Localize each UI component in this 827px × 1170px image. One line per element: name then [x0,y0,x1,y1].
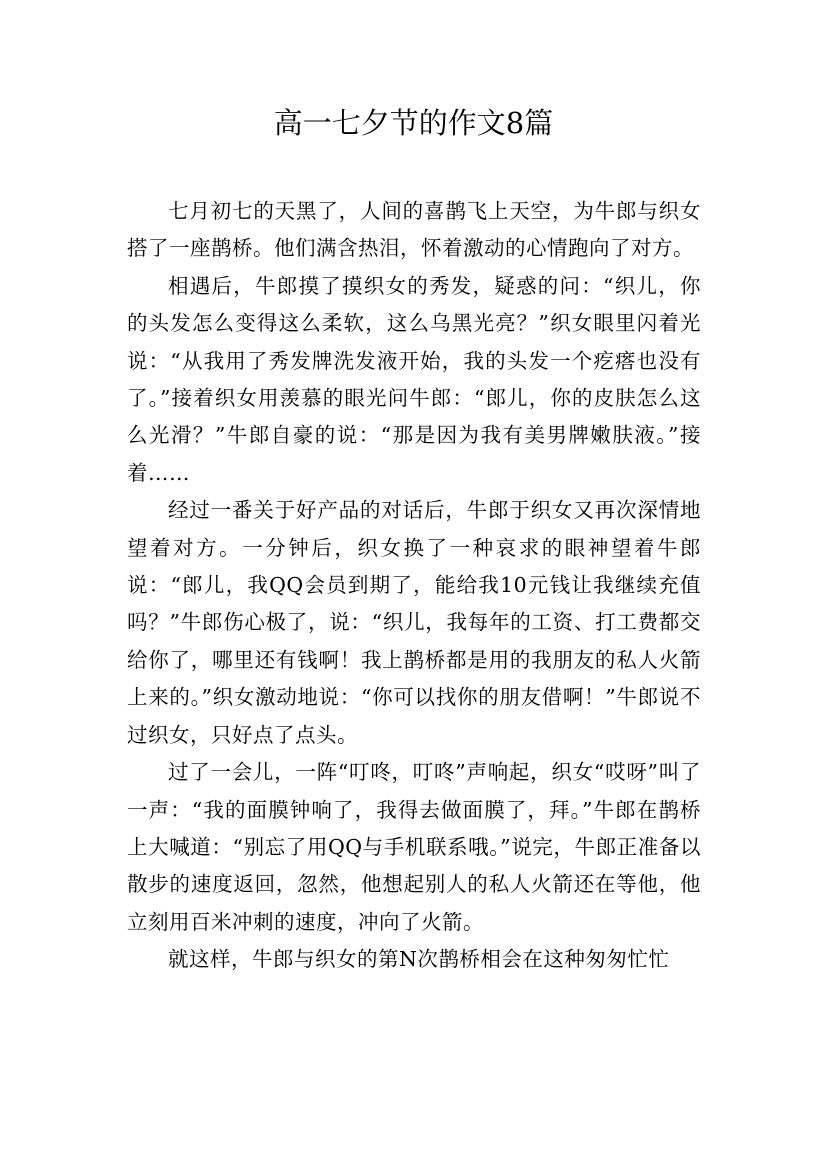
document-body [127,193,701,979]
document-title: 高一七夕节的作文8篇 [273,106,554,140]
paragraph: 过了一会儿，一阵“叮咚，叮咚”声响起，织女“哎呀”叫了一声：“我的面膜钟响了，我得去做面膜了，拜。”牛郎在鹊桥上大喊道：“别忘了用QQ与手机联系哦。”说完，牛郎正准备以散步的速度返回，忽然，他想起别人的私人火箭还在等他，他立刻用百米冲刺的速度，冲向了火箭。 [127,760,701,934]
paragraph: 经过一番关于好产品的对话后，牛郎于织女又再次深情地望着对方。一分钟后，织女换了一种哀求的眼神望着牛郎说：“郎儿，我QQ会员到期了，能给我10元钱让我继续充值吗？”牛郎伤心极了，说：“织儿，我每年的工资、打工费都交给你了，哪里还有钱啊！我上鹊桥都是用的我朋友的私人火箭上来的。”织女激动地说：“你可以找你的朋友借啊！”牛郎说不过织女，只好点了点头。 [127,498,701,747]
paragraph: 七月初七的天黑了，人间的喜鹊飞上天空，为牛郎与织女搭了一座鹊桥。他们满含热泪，怀着激动的心情跑向了对方。 [127,199,701,261]
paragraph: 相遇后，牛郎摸了摸织女的秀发，疑惑的问：“织儿，你的头发怎么变得这么柔软，这么乌黑光亮？”织女眼里闪着光说：“从我用了秀发牌洗发液开始，我的头发一个疙瘩也没有了。”接着织女用羡慕的眼光问牛郎：“郎儿，你的皮肤怎么这么光滑？”牛郎自豪的说：“那是因为我有美男牌嫩肤液。”接着…… [127,273,701,485]
paragraph: 就这样，牛郎与织女的第N次鹊桥相会在这种匆匆忙忙 [168,947,670,972]
